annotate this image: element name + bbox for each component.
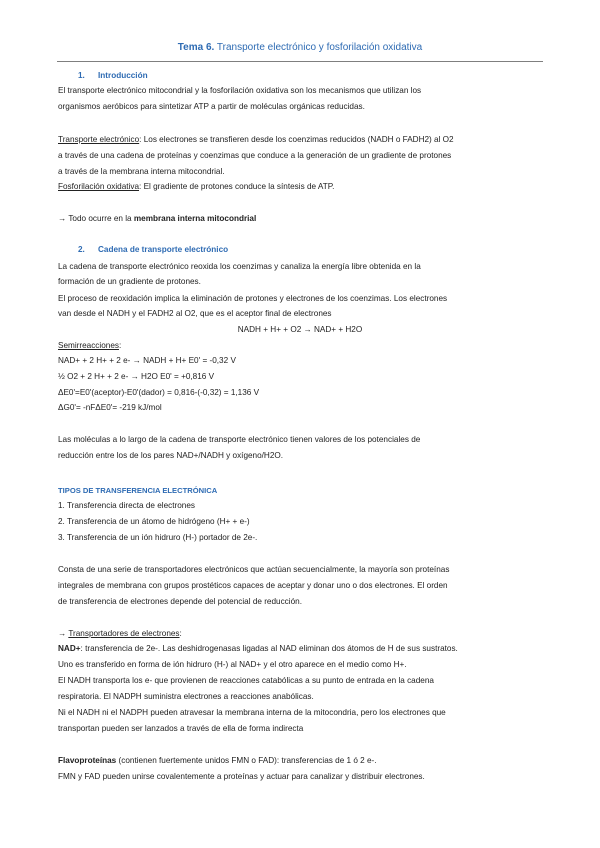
- transportadores-colon: :: [179, 629, 182, 638]
- title-text: Transporte electrónico y fosforilación oxidativa: [216, 42, 423, 53]
- page-title: [0, 42, 600, 53]
- fo-line: [58, 182, 334, 192]
- flavo-text: (contienen fuertemente unidos FMN o FAD): transferencias de 1 ó 2 e-.: [116, 756, 377, 765]
- s2-p1-line-2: formación de un gradiente de protones.: [58, 277, 201, 286]
- title-divider: [57, 61, 543, 62]
- semi-reaction-1: NAD+ + 2 H+ + 2 e- → NADH + H+ E0' = -0,32 V: [58, 356, 236, 365]
- nad-line-2: Uno es transferido en forma de ión hidruro (H-) al NAD+ y el otro aparece en el medio como H+.: [58, 660, 407, 669]
- fo-term: Fosforilación oxidativa: [58, 182, 140, 191]
- semi-heading: [58, 341, 121, 351]
- tipos-item-1: 1. Transferencia directa de electrones: [58, 501, 195, 510]
- note-line: [58, 214, 256, 224]
- flavo-line-2: FMN y FAD pueden unirse covalentemente a proteínas y actuar para canalizar y distribuir electrones.: [58, 772, 425, 781]
- semi-title: Semirreacciones: [58, 341, 119, 350]
- note-bold: membrana interna mitocondrial: [133, 214, 257, 223]
- s2-p2-line-1: El proceso de reoxidación implica la eliminación de protones y electrones de los coenzimas. Los electrones: [58, 294, 448, 303]
- te-term: Transporte electrónico: [58, 135, 140, 144]
- tipos-p-line-1: Consta de una serie de transportadores electrónicos que actúan secuencialmente, la mayoría son proteínas: [58, 565, 450, 574]
- section-1-number: 1.: [78, 71, 85, 80]
- intro-line-2: organismos aeróbicos para sintetizar ATP a partir de moléculas orgánicas reducidas.: [58, 102, 365, 111]
- nad-line-4: respiratoria. El NADPH suministra electrones a reacciones anabólicas.: [58, 692, 314, 701]
- section-2-number: 2.: [78, 245, 85, 254]
- section-2-heading: [78, 245, 228, 255]
- semi-reaction-2: ½ O2 + 2 H+ + 2 e- → H2O E0' = +0,816 V: [58, 372, 215, 381]
- fo-text: : El gradiente de protones conduce la síntesis de ATP.: [139, 182, 335, 191]
- nad-line-6: transportan pueden ser lanzados a través de ella de forma indirecta: [58, 724, 304, 733]
- arrow-icon: →: [58, 629, 69, 638]
- note-prefix: → Todo ocurre en la: [58, 214, 134, 223]
- title-tema: Tema 6.: [177, 42, 215, 53]
- flavo-term: Flavoproteínas: [58, 756, 117, 765]
- te-line-2: a través de una cadena de proteínas y coenzimas que conduce a la generación de un gradiente de protones: [58, 151, 452, 160]
- s2-p1-line-1: La cadena de transporte electrónico reoxida los coenzimas y canaliza la energía libre obtenida en la: [58, 262, 421, 271]
- flavo-line-1: [58, 756, 377, 766]
- s2-p3-line-2: reducción entre los de los pares NAD+/NADH y oxígeno/H2O.: [58, 451, 284, 460]
- s2-p2-line-2: van desde el NADH y el FADH2 al O2, que es el aceptor final de electrones: [58, 309, 332, 318]
- semi-reaction-4: ΔG0'= -nFΔE0'= -219 kJ/mol: [58, 403, 162, 412]
- section-1-title: Introducción: [98, 71, 148, 80]
- section-1-heading: [78, 71, 148, 81]
- s2-p3-line-1: Las moléculas a lo largo de la cadena de transporte electrónico tienen valores de los potenciales de: [58, 435, 421, 444]
- nad-line-3: El NADH transporta los e- que provienen de reacciones catabólicas a su punto de entrada en la cadena: [58, 676, 434, 685]
- transportadores-title: Transportadores de electrones: [68, 629, 180, 638]
- tipos-heading: TIPOS DE TRANSFERENCIA ELECTRÓNICA: [58, 486, 218, 495]
- intro-line-1: El transporte electrónico mitocondrial y la fosforilación oxidativa son los mecanismos que utilizan los: [58, 86, 422, 95]
- nad-line-1: [58, 644, 458, 654]
- tipos-p-line-3: de transferencia de electrones depende del potencial de reducción.: [58, 597, 302, 606]
- te-text: : Los electrones se transfieren desde los coenzimas reducidos (NADH o FADH2) al O2: [139, 135, 454, 144]
- tipos-item-2: 2. Transferencia de un átomo de hidrógeno (H+ + e-): [58, 517, 250, 526]
- transportadores-heading: [58, 629, 182, 639]
- te-line-3: a través de la membrana interna mitocondrial.: [58, 167, 225, 176]
- nad-line-5: Ni el NADH ni el NADPH pueden atravesar la membrana interna de la mitocondria, pero los electrones que: [58, 708, 446, 717]
- nad-text: : transferencia de 2e-. Las deshidrogenasas ligadas al NAD eliminan dos átomos de H de sus sustratos.: [80, 644, 458, 653]
- semi-colon: :: [118, 341, 122, 350]
- section-2-title: Cadena de transporte electrónico: [98, 245, 229, 254]
- nad-term: NAD+: [58, 644, 81, 653]
- tipos-p-line-2: integrales de membrana con grupos prostéticos capaces de aceptar y donar uno o dos electrones. El orden: [58, 581, 448, 590]
- semi-reaction-3: ΔE0'=E0'(aceptor)-E0'(dador) = 0,816-(-0,32) = 1,136 V: [58, 388, 260, 397]
- tipos-item-3: 3. Transferencia de un ión hidruro (H-) portador de 2e-.: [58, 533, 258, 542]
- main-equation: NADH + H+ + O2 → NAD+ + H2O: [237, 325, 363, 334]
- te-line-1: [58, 135, 454, 145]
